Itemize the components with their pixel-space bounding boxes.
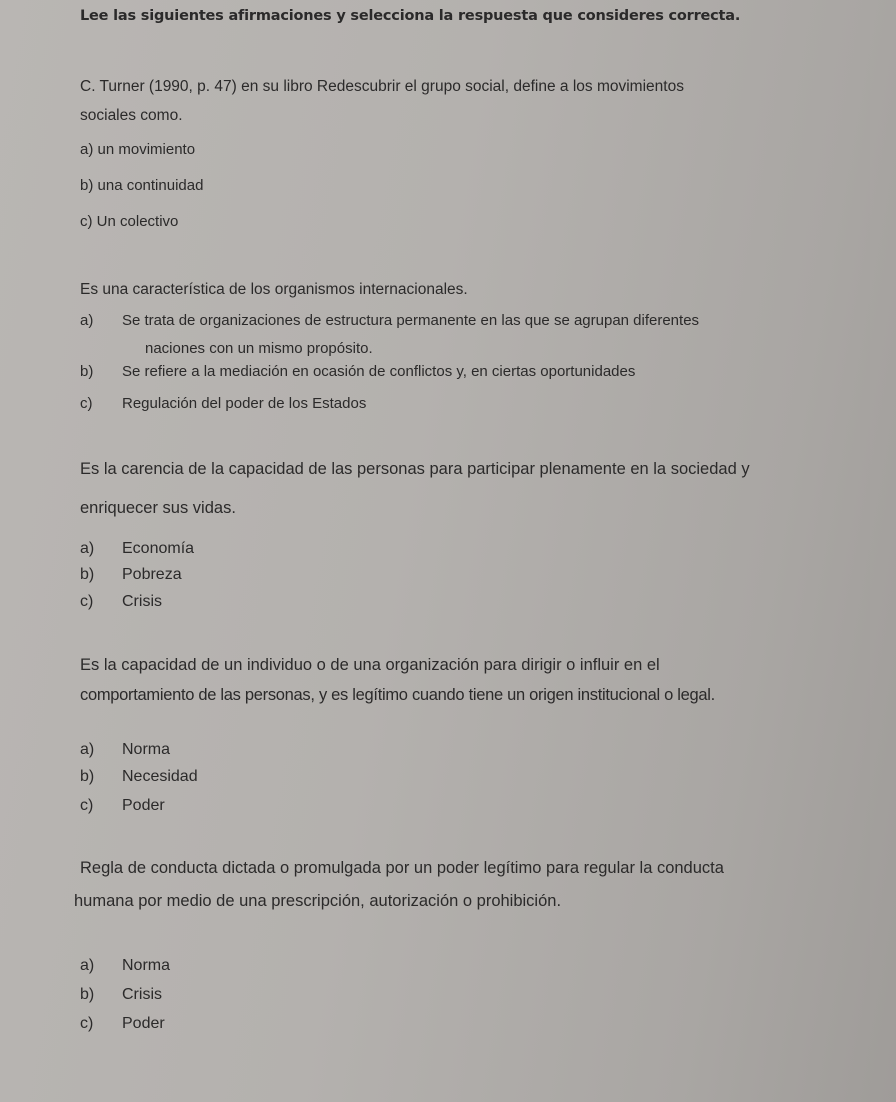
- option-text: Se trata de organizaciones de estructura permanente en las que se agrupan diferentes: [122, 312, 700, 329]
- question-5-option-b[interactable]: [80, 986, 162, 1004]
- option-letter: c): [80, 1015, 94, 1032]
- question-1-option-a[interactable]: [80, 141, 195, 158]
- question-2-option-a-cont: naciones con un mismo propósito.: [145, 340, 373, 357]
- question-2-option-b[interactable]: [80, 363, 635, 380]
- question-1-option-c[interactable]: [80, 213, 178, 230]
- option-text: Poder: [122, 1015, 165, 1032]
- question-4-option-c[interactable]: [80, 797, 165, 815]
- question-5-option-a[interactable]: [80, 957, 170, 975]
- option-letter: b): [80, 566, 95, 583]
- instructions: Lee las siguientes afirmaciones y selecciona la respuesta que consideres correcta.: [80, 8, 741, 24]
- option-letter: c): [80, 797, 94, 814]
- question-2-line-1: Es una característica de los organismos internacionales.: [80, 281, 468, 298]
- option-text: Necesidad: [122, 768, 198, 785]
- option-text: Crisis: [122, 593, 162, 610]
- option-text: Regulación del poder de los Estados: [122, 395, 367, 412]
- question-4-line-2: comportamiento de las personas, y es legítimo cuando tiene un origen institucional o legal.: [80, 686, 715, 704]
- option-text: un movimiento: [97, 141, 196, 158]
- option-letter: a): [80, 957, 95, 974]
- option-letter: c): [80, 395, 93, 412]
- question-3-option-c[interactable]: [80, 593, 162, 611]
- question-1-line-1: C. Turner (1990, p. 47) en su libro Redescubrir el grupo social, define a los movimientos: [80, 78, 684, 95]
- question-4-option-b[interactable]: [80, 768, 198, 786]
- option-text: Economía: [122, 540, 195, 557]
- option-text: Poder: [122, 797, 165, 814]
- question-5-option-c[interactable]: [80, 1015, 165, 1033]
- question-2-option-a[interactable]: [80, 312, 699, 329]
- option-text: Norma: [122, 957, 171, 974]
- option-letter: a): [80, 312, 94, 329]
- question-1-option-b[interactable]: [80, 177, 203, 194]
- option-letter: c): [80, 213, 93, 230]
- option-text: Norma: [122, 741, 171, 758]
- question-1-line-2: sociales como.: [80, 107, 183, 124]
- option-text: Se refiere a la mediación en ocasión de conflictos y, en ciertas oportunidades: [122, 363, 636, 380]
- question-3-option-a[interactable]: [80, 540, 194, 558]
- question-4-line-1: Es la capacidad de un individuo o de una organización para dirigir o influir en el: [80, 656, 660, 674]
- option-letter: a): [80, 540, 95, 557]
- question-4-option-a[interactable]: [80, 741, 170, 759]
- option-letter: c): [80, 593, 94, 610]
- option-letter: a): [80, 741, 95, 758]
- question-5-line-2: humana por medio de una prescripción, autorización o prohibición.: [74, 892, 562, 910]
- option-letter: b): [80, 768, 95, 785]
- question-3-line-2: enriquecer sus vidas.: [80, 499, 236, 517]
- question-3-line-1: Es la carencia de la capacidad de las personas para participar plenamente en la sociedad y: [80, 460, 750, 478]
- option-text: Pobreza: [122, 566, 182, 583]
- option-text: una continuidad: [97, 177, 204, 194]
- option-text: Crisis: [122, 986, 162, 1003]
- question-2-option-c[interactable]: [80, 395, 366, 412]
- option-text: Un colectivo: [96, 213, 179, 230]
- question-5-line-1: Regla de conducta dictada o promulgada por un poder legítimo para regular la conducta: [80, 859, 724, 877]
- option-letter: b): [80, 177, 94, 194]
- option-letter: b): [80, 363, 94, 380]
- question-3-option-b[interactable]: [80, 566, 182, 584]
- option-letter: a): [80, 141, 94, 158]
- option-letter: b): [80, 986, 95, 1003]
